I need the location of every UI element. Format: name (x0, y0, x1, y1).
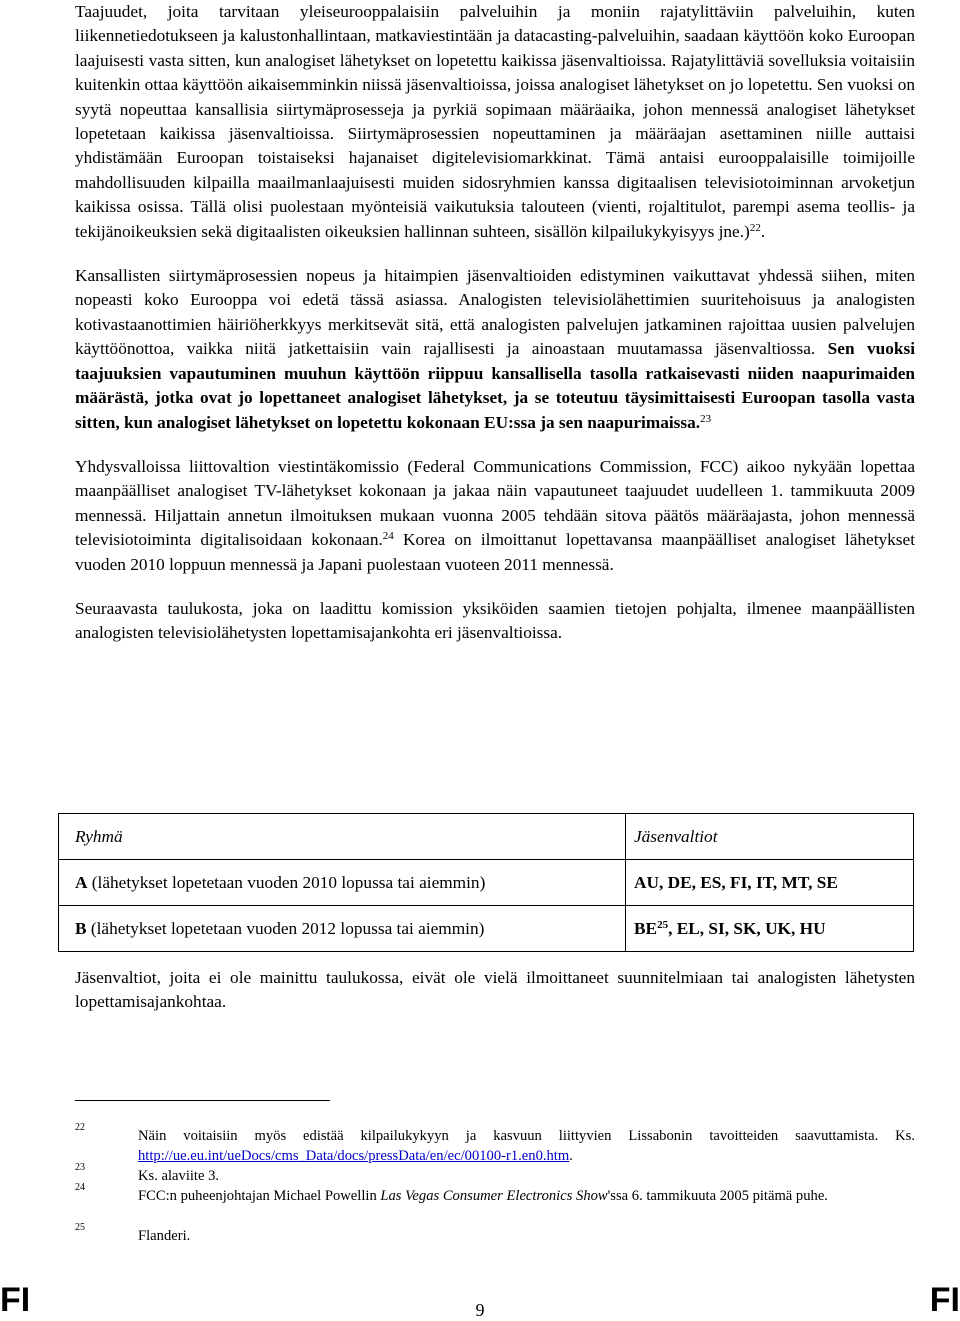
paragraph-3-text-cont: Korea on ilmoittanut lopettavansa maanpäälliset analogiset lähetykset vuoden 2010 loppuun mennessä ja Japani puolestaan vuoteen 2011 mennessä. (75, 530, 915, 574)
group-desc: (lähetykset lopetetaan vuoden 2010 lopussa tai aiemmin) (87, 872, 486, 892)
paragraph-1-end: . (760, 221, 766, 241)
footnote-ref-22[interactable]: 22 (749, 221, 761, 234)
footnote-text: Ks. alaviite 3. (138, 1168, 220, 1184)
groups-table (58, 813, 914, 952)
footnote-text-end: . (569, 1148, 573, 1164)
footnote-divider (75, 1100, 330, 1101)
footnote-number: 24 (75, 1182, 85, 1193)
footnote-italic: Las Vegas Consumer Electronics Show (380, 1188, 608, 1204)
footnote-text (138, 1126, 915, 1166)
table-row (59, 860, 914, 906)
footnote-25 (75, 1222, 915, 1246)
paragraph-5: Jäsenvaltiot, joita ei ole mainittu taulukossa, eivät ole vielä ilmoittaneet suunnitelmiaan tai analogisten lähetysten lopettamisajankohtaa. (75, 968, 915, 1012)
table-row (59, 906, 914, 952)
language-code-right: FI (929, 1281, 960, 1319)
paragraph-1 (75, 0, 915, 244)
states-list: AU, DE, ES, FI, IT, MT, SE (634, 872, 838, 892)
language-code-left: FI (0, 1281, 31, 1319)
paragraph-2-bold: Sen vuoksi taajuuksien vapautuminen muuhun käyttöön riippuu kansallisella tasolla ratkaisevasti niiden naapurimaiden määrästä, jotka ovat jo lopettaneet analogiset lähetykset, ja se toteutuu täysimittaisesti Euroopan tasolla vasta sitten, kun analogiset lähetykset on lopetettu kokonaan EU:ssa ja sen naapurimaissa. (75, 339, 915, 432)
footnote-23 (75, 1162, 915, 1186)
after-table-text (75, 966, 915, 1015)
paragraph-1-text: Taajuudet, joita tarvitaan yleiseurooppalaisiin palveluihin ja moniin rajatylittäviin palveluihin, kuten liikennetiedotukseen ja kalustonhallintaan, matkaviestintään ja datacasting-palveluihin, saadaan käyttöön koko Euroopan laajuisesti vasta sitten, kun analogiset lähetykset on lopetettu kaikissa jäsenvaltioissa. Rajatylittäviä sovelluksia voitaisiin kuitenkin ottaa käyttöön aikaisemminkin niissä jäsenvaltioissa, joissa analogiset lähetykset on jo lopetettu. Sen vuoksi on syytä nopeuttaa kansallisia siirtymäprosesseja ja pyrkiä sopimaan määräaika, johon mennessä analogiset lähetykset lopetetaan kaikissa jäsenvaltioissa. Siirtymäprosessien nopeuttaminen ja määräajan asettaminen niille auttaisi yhdistämään Euroopan toistaiseksi hajanaiset digitelevisiomarkkinat. Tämä antaisi eurooppalaisille toimijoille mahdollisuuden kilpailla maailmanlaajuisesti muiden sidosryhmien kanssa digitaalisen televisiotoiminnan arvoketjun kaikissa osissa. Tällä olisi puolestaan myönteisiä vaikutuksia talouteen (vienti, rojaltitulot, parempi asema teollis- ja tekijänoikeuksien sekä digitaalisten oikeuksien hallinnan suhteen, sisällön kilpailukykyisyys jne.) (75, 2, 915, 241)
states-cell (626, 860, 914, 906)
footnote-number: 23 (75, 1162, 85, 1173)
group-letter: A (75, 872, 88, 892)
footnote-ref-25[interactable]: 25 (657, 918, 669, 931)
body-text (75, 0, 915, 646)
footnote-number: 25 (75, 1222, 85, 1233)
footnote-text-body: FCC:n puheenjohtajan Michael Powellin (138, 1188, 381, 1204)
header-states: Jäsenvaltiot (626, 814, 914, 860)
footnote-text (138, 1186, 915, 1206)
footnote-ref-24[interactable]: 24 (382, 530, 394, 543)
footnote-link[interactable]: http://ue.eu.int/ueDocs/cms_Data/docs/pressData/en/ec/00100-r1.en0.htm (138, 1148, 570, 1164)
paragraph-2 (75, 264, 915, 435)
group-cell (59, 860, 626, 906)
group-cell (59, 906, 626, 952)
group-desc: (lähetykset lopetetaan vuoden 2012 lopussa tai aiemmin) (86, 918, 485, 938)
states-cell (626, 906, 914, 952)
footnote-text-end: 'ssa 6. tammikuuta 2005 pitämä puhe. (607, 1188, 828, 1204)
footnote-number: 22 (75, 1122, 85, 1133)
paragraph-3 (75, 455, 915, 577)
page-number: 9 (475, 1300, 485, 1320)
header-group: Ryhmä (59, 814, 626, 860)
table-header-row (59, 814, 914, 860)
paragraph-3-text: Yhdysvalloissa liittovaltion viestintäkomissio (Federal Communications Commission, FCC) aikoo nykyään lopettaa maanpäälliset analogiset TV-lähetykset kokonaan ja jakaa näin vapautuneet taajuudet uudelleen 1. tammikuuta 2009 mennessä. Hiljattain annetun ilmoituksen mukaan vuonna 2005 tehdään sitova päätös määräajasta, johon mennessä televisiotoiminta digitalisoidaan kokonaan. (75, 456, 915, 550)
footnote-ref-23[interactable]: 23 (700, 412, 712, 425)
group-letter: B (75, 918, 87, 938)
states-list: , EL, SI, SK, UK, HU (668, 918, 826, 938)
footnote-22 (75, 1122, 915, 1166)
footnote-text: Flanderi. (138, 1228, 191, 1244)
states-list-pre: BE (634, 918, 658, 938)
paragraph-2-text: Kansallisten siirtymäprosessien nopeus ja hitaimpien jäsenvaltioiden edistyminen vaikuttavat yhdessä siihen, miten nopeasti koko Eurooppa voi edetä tässä asiassa. Analogisten televisiolähettimien suuritehoisuus ja analogisten kotivastaanottimien häiriöherkkyys merkitsevät sitä, että analogisten palvelujen jatkaminen rajoittaa uusien palvelujen käyttöönottoa, vaikka niitä jatkettaisiin vain rajallisesti ja ainoastaan muutamassa jäsenvaltiossa. (75, 266, 915, 359)
paragraph-4: Seuraavasta taulukosta, joka on laadittu komission yksiköiden saamien tietojen pohjalta, ilmenee maanpäällisten analogisten televisiolähetysten lopettamisajankohta eri jäsenvaltioissa. (75, 598, 915, 643)
footnote-24 (75, 1182, 915, 1206)
footnote-text-body: Näin voitaisiin myös edistää kilpailukykyyn ja kasvuun liittyvien Lissabonin tavoitteiden saavuttamista. Ks. (138, 1128, 915, 1144)
